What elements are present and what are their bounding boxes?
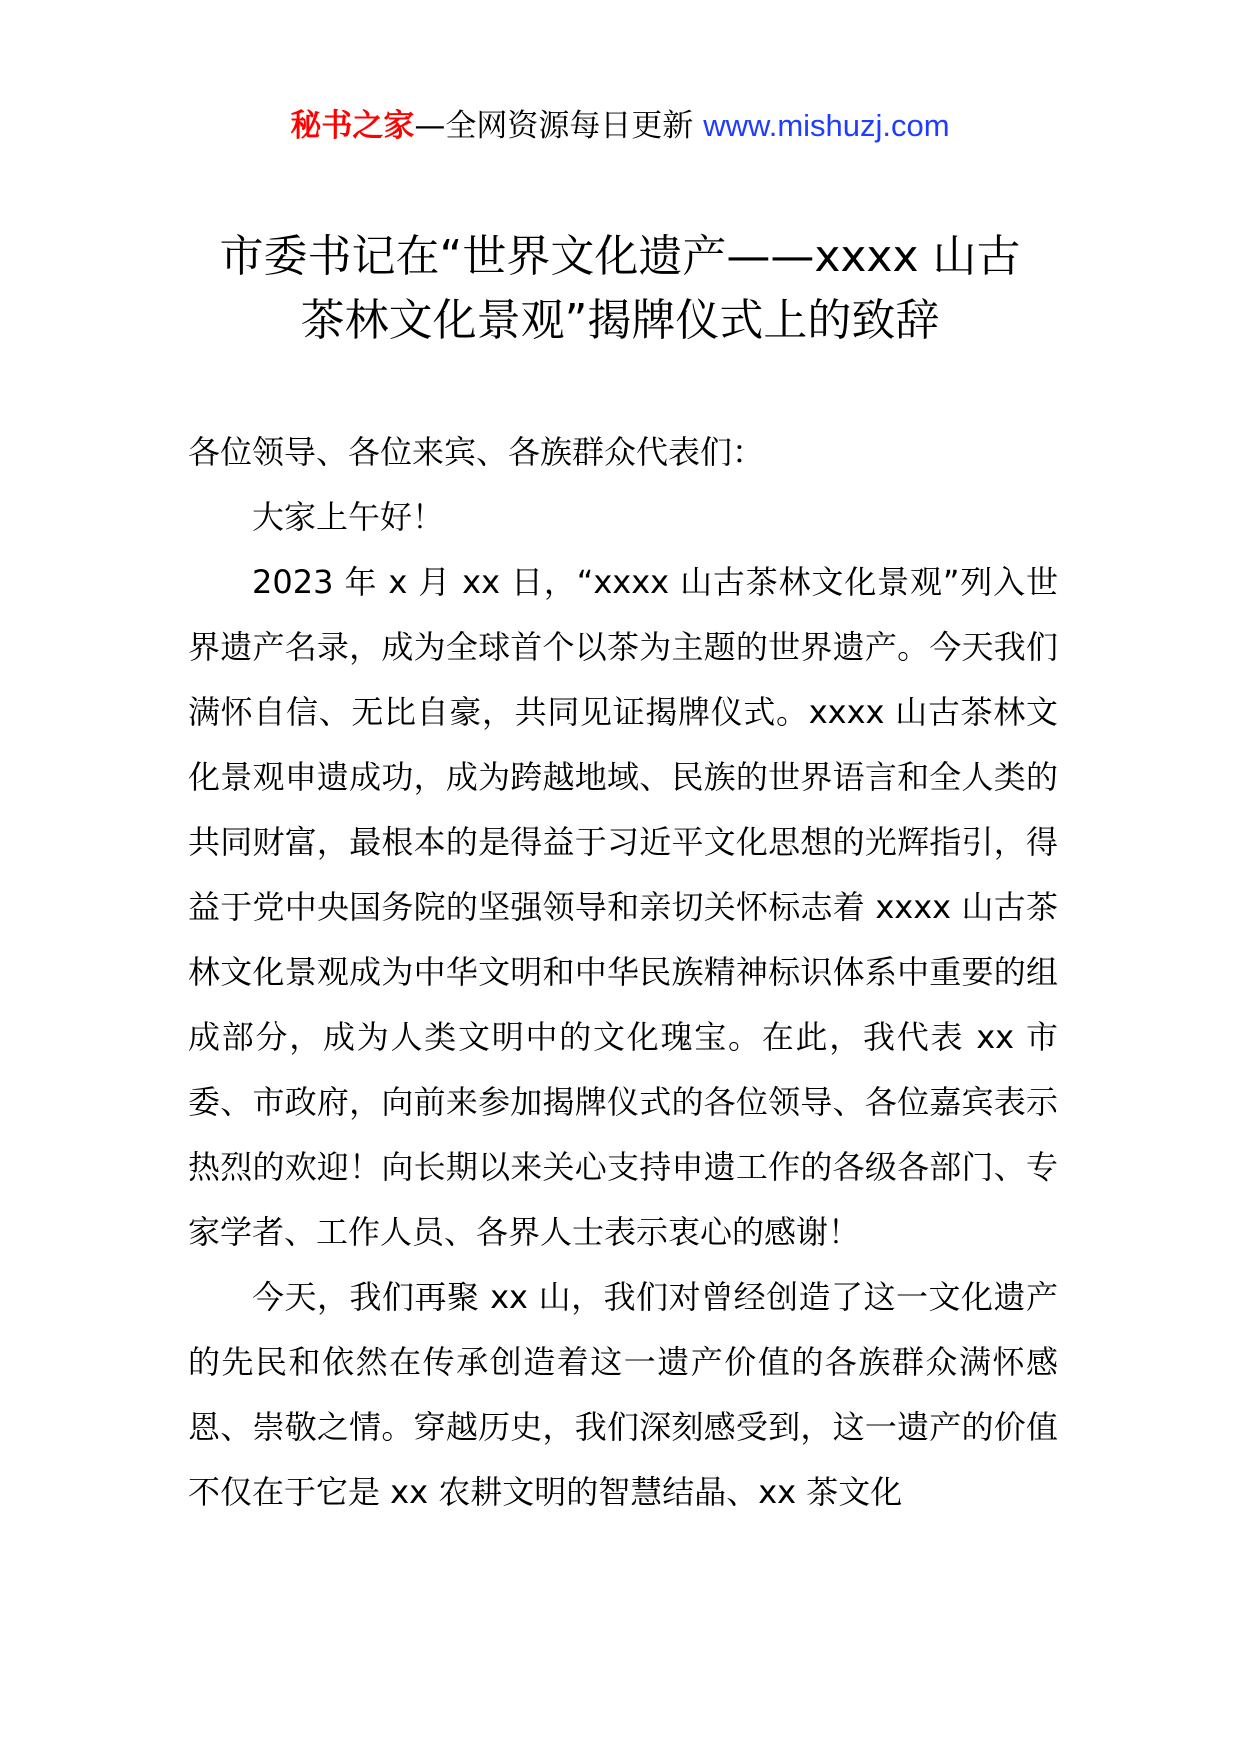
watermark-header — [0, 104, 1240, 148]
site-url-link[interactable]: www.mishuzj.com — [703, 108, 950, 143]
title-line-2: 茶林文化景观”揭牌仪式上的致辞 — [300, 295, 940, 346]
salutation: 各位领导、各位来宾、各族群众代表们： — [188, 433, 765, 471]
speech-body — [188, 420, 1058, 1525]
paragraph-2: 今天，我们再聚 xx 山，我们对曾经创造了这一文化遗产的先民和依然在传承创造着这一遗产价值的各族群众满怀感恩、崇敬之情。穿越历史，我们深刻感受到，这一遗产的价值不仅在于它是 xx 农耕文明的智慧结晶、xx 茶文化 — [188, 1278, 1058, 1511]
brand-name: 秘书之家 — [290, 108, 415, 144]
title-line-1: 市委书记在“世界文化遗产——xxxx 山古 — [219, 231, 1021, 282]
paragraph-1: 2023 年 x 月 xx 日，“xxxx 山古茶林文化景观”列入世界遗产名录，成为全球首个以茶为主题的世界遗产。今天我们满怀自信、无比自豪，共同见证揭牌仪式。xxxx 山古茶林文化景观申遗成功，成为跨越地域、民族的世界语言和全人类的共同财富，最根本的是得益于习近平文化思想的光辉指引，得益于党中央国务院的坚强领导和亲切关怀标志着 xxxx 山古茶林文化景观成为中华文明和中华民族精神标识体系中重要的组成部分，成为人类文明中的文化瑰宝。在此，我代表 xx 市委、市政府，向前来参加揭牌仪式的各位领导、各位嘉宾表示热烈的欢迎！向长期以来关心支持申遗工作的各级各部门、专家学者、工作人员、各界人士表示衷心的感谢！ — [188, 563, 1058, 1251]
document-title — [160, 225, 1080, 353]
header-tagline: —全网资源每日更新 — [414, 108, 704, 144]
greeting: 大家上午好！ — [252, 498, 445, 536]
